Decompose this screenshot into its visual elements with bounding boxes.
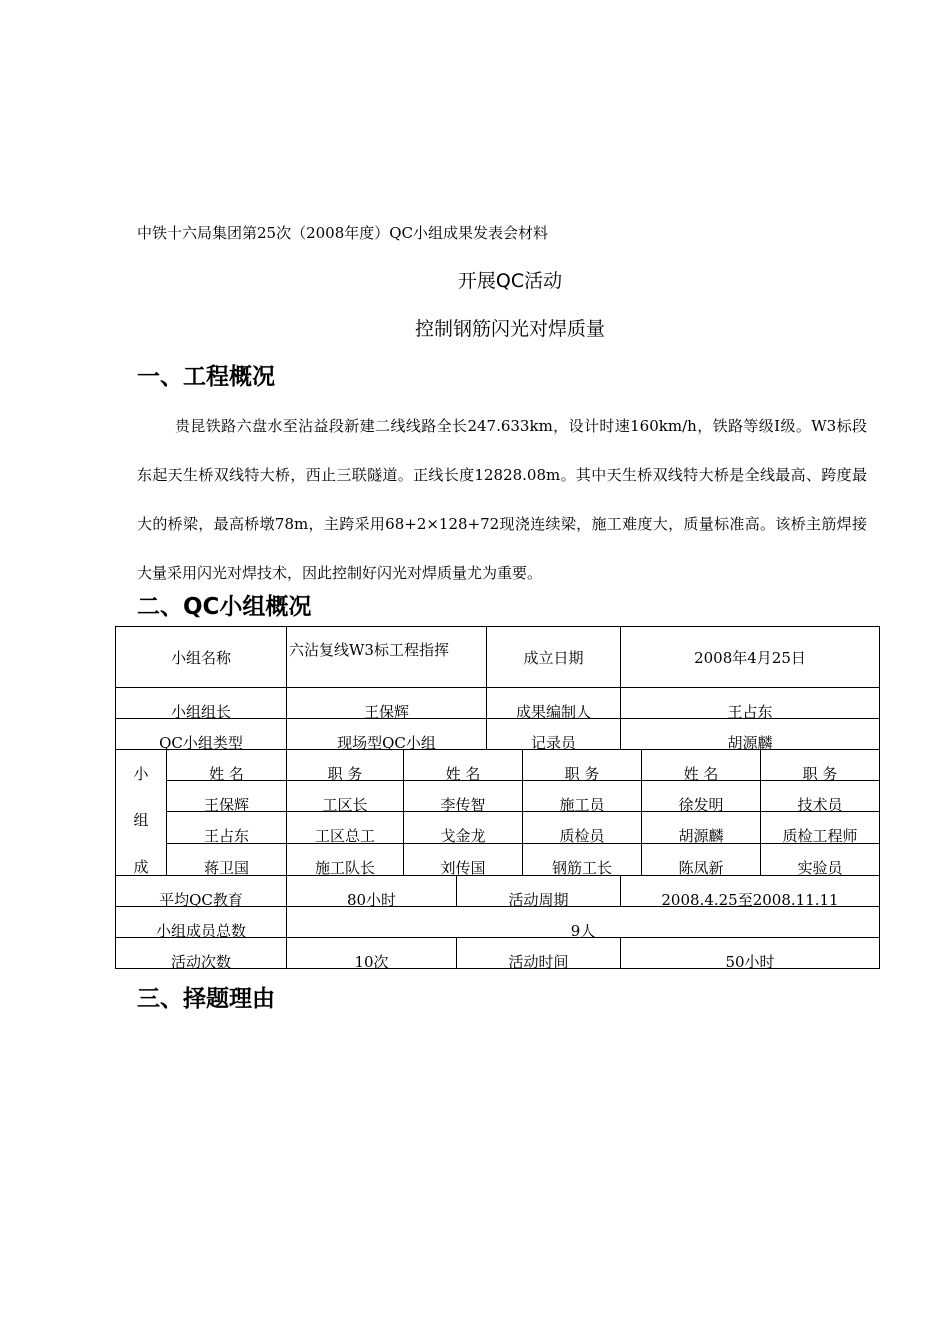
section-heading-project-overview: 一、工程概况 xyxy=(137,364,275,390)
member-position: 技术员 xyxy=(797,796,843,814)
member-name: 王占东 xyxy=(203,827,249,845)
result-compiler-label: 成果编制人 xyxy=(515,703,591,721)
member-name: 陈凤新 xyxy=(678,859,724,877)
group-leader-label: 小组组长 xyxy=(170,703,231,721)
members-header-name: 姓 名 xyxy=(209,765,244,783)
document-subtitle: 控制钢筋闪光对焊质量 xyxy=(414,318,605,340)
members-header-position: 职 务 xyxy=(802,765,838,783)
activity-period-label: 活动周期 xyxy=(508,891,569,909)
member-name: 刘传国 xyxy=(440,859,486,877)
document-title: 开展QC活动 xyxy=(457,270,563,292)
member-name: 徐发明 xyxy=(678,796,724,814)
member-name: 蒋卫国 xyxy=(203,859,249,877)
document-header-line: 中铁十六局集团第25次（2008年度）QC小组成果发表会材料 xyxy=(137,224,549,242)
total-members-label: 小组成员总数 xyxy=(155,922,246,940)
activity-time-label: 活动时间 xyxy=(508,953,569,971)
group-type-label: QC小组类型 xyxy=(159,734,243,752)
member-position: 工区长 xyxy=(322,796,368,814)
member-name: 胡源麟 xyxy=(678,827,724,845)
project-overview-paragraph: 贵昆铁路六盘水至沾益段新建二线线路全长247.633km，设计时速160km/h，铁路等级Ⅰ级。W3标段东起天生桥双线特大桥，西止三联隧道。正线长度12828.08m。其中天生桥双线特大桥是全线最高、跨度最大的桥梁，最高桥墩78m，主跨采用68+2×128+72现浇连续梁，施工难度大，质量标准高。该桥主筋焊接大量采用闪光对焊技术，因此控制好闪光对焊质量尤为重要。 xyxy=(137,417,867,582)
member-name: 王保辉 xyxy=(203,796,249,814)
members-side-label: 组 xyxy=(133,811,149,829)
total-members-value: 9人 xyxy=(570,922,596,940)
member-position: 质检工程师 xyxy=(782,827,858,845)
recorder-label: 记录员 xyxy=(530,734,576,752)
members-header-position: 职 务 xyxy=(564,765,600,783)
group-type-value: 现场型QC小组 xyxy=(337,734,436,752)
section-heading-topic-reason: 三、择题理由 xyxy=(137,986,275,1012)
section-heading-qc-group: 二、QC小组概况 xyxy=(137,594,312,620)
members-side-label: 小 xyxy=(133,765,149,783)
member-position: 施工员 xyxy=(559,796,605,814)
activity-period-value: 2008.4.25至2008.11.11 xyxy=(661,891,839,909)
group-name-value: 六沾复线W3标工程指挥 xyxy=(289,641,449,659)
group-name-label: 小组名称 xyxy=(170,649,231,667)
members-header-name: 姓 名 xyxy=(683,765,719,783)
activity-count-value: 10次 xyxy=(354,953,389,971)
members-side-label: 成 xyxy=(133,858,149,876)
activity-time-value: 50小时 xyxy=(725,953,775,971)
founded-date-value: 2008年4月25日 xyxy=(694,649,806,667)
members-header-position: 职 务 xyxy=(327,765,363,783)
activity-count-label: 活动次数 xyxy=(170,953,231,971)
qc-education-value: 80小时 xyxy=(346,891,397,909)
recorder-value: 胡源麟 xyxy=(727,734,773,752)
founded-date-label: 成立日期 xyxy=(523,649,584,667)
members-header-name: 姓 名 xyxy=(445,765,481,783)
member-name: 戈金龙 xyxy=(440,827,486,845)
group-leader-value: 王保辉 xyxy=(363,703,409,721)
member-position: 钢筋工长 xyxy=(551,859,612,877)
member-position: 工区总工 xyxy=(314,827,375,845)
member-position: 施工队长 xyxy=(314,859,375,877)
result-compiler-value: 王占东 xyxy=(727,703,773,721)
member-name: 李传智 xyxy=(440,796,486,814)
member-position: 质检员 xyxy=(559,827,605,845)
member-position: 实验员 xyxy=(797,859,843,877)
qc-education-label: 平均QC教育 xyxy=(159,891,243,909)
